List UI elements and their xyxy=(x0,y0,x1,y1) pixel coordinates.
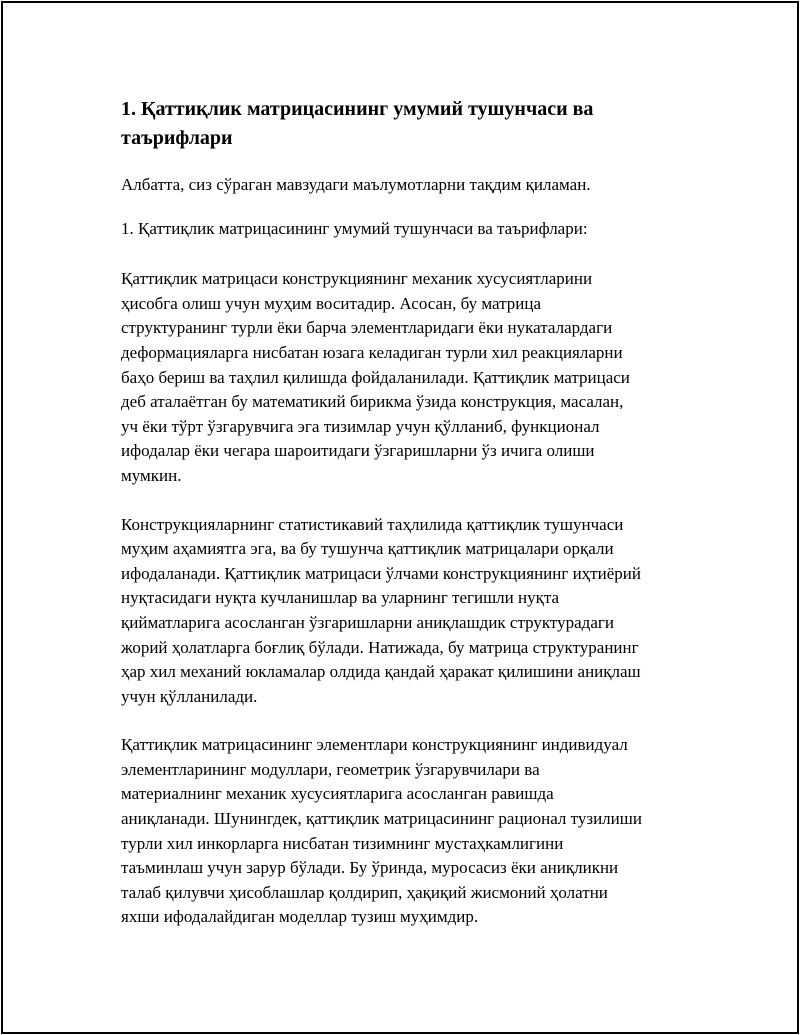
paragraph-line: қийматларига асосланган ўзгаришларни аниқлашдик структурадаги xyxy=(121,612,614,632)
paragraph-line: Албатта, сиз сўраган мавзудаги маълумотларни тақдим қиламан. xyxy=(121,175,591,194)
paragraph-line: Қаттиқлик матрицасининг элементлари конструкциянинг индивидуал xyxy=(121,735,628,755)
paragraph-line: мумкин. xyxy=(121,465,182,485)
paragraph-line: Қаттиқлик матрицаси конструкциянинг механик хусусиятларини xyxy=(121,269,593,289)
document-heading xyxy=(121,95,701,153)
heading-line: таърифлари xyxy=(121,127,233,149)
paragraph-line: 1. Қаттиқлик матрицасининг умумий тушунчаси ва таърифлари: xyxy=(121,218,588,238)
paragraph-line: яхши ифодалайдиган моделлар тузиш муҳимдир. xyxy=(121,907,479,927)
paragraph-line: аниқланади. Шунингдек, қаттиқлик матрицасининг рационал тузилиши xyxy=(121,809,642,829)
heading-line: 1. Қаттиқлик матрицасининг умумий тушунчаси ва xyxy=(121,98,594,120)
paragraph-intro xyxy=(121,173,701,198)
paragraph-line: структуранинг турли ёки барча элементларидаги ёки нукаталардаги xyxy=(121,318,613,338)
paragraph-line: нуқтасидаги нуқта кучланишлар ва уларнинг тегишли нуқта xyxy=(121,588,560,608)
paragraph-line: ифодалар ёки чегара шароитидаги ўзгаришларни ўз ичига олиши xyxy=(121,441,595,461)
paragraph-1 xyxy=(121,267,701,488)
paragraph-line: учун қўлланилади. xyxy=(121,686,258,706)
paragraph-3 xyxy=(121,733,701,930)
paragraph-line: талаб қилувчи ҳисоблашлар қолдирип, ҳақиқий жисмоний ҳолатни xyxy=(121,882,608,902)
paragraph-section-title xyxy=(121,217,701,242)
document-body xyxy=(121,95,701,954)
paragraph-line: элементларининг модуллари, геометрик ўзгарувчилари ва xyxy=(121,759,540,779)
paragraph-line: баҳо бериш ва таҳлил қилишда фойдаланилади. Қаттиқлик матрицаси xyxy=(121,367,630,387)
paragraph-line: деб аталаётган бу математикий бирикма ўзида конструкция, масалан, xyxy=(121,392,624,412)
paragraph-line: муҳим аҳамиятга эга, ва бу тушунча қаттиқлик матрицалари орқали xyxy=(121,539,614,559)
paragraph-line: деформацияларга нисбатан юзага келадиган турли хил реакцияларни xyxy=(121,342,623,362)
paragraph-line: жорий ҳолатларга боғлиқ бўлади. Натижада, бу матрица структуранинг xyxy=(121,637,639,657)
paragraph-line: Конструкцияларнинг статистикавий таҳлилида қаттиқлик тушунчаси xyxy=(121,514,624,534)
paragraph-line: турли хил инкорларга нисбатан тизимнинг мустаҳкамлигини xyxy=(121,833,564,853)
page-border xyxy=(1,1,799,1034)
paragraph-line: ҳисобга олиш учун муҳим воситадир. Асосан, бу матрица xyxy=(121,293,542,313)
paragraph-line: уч ёки тўрт ўзгарувчига эга тизимлар учун қўлланиб, функционал xyxy=(121,416,600,436)
paragraph-line: материалнинг механик хусусиятларига асосланган равишда xyxy=(121,784,554,804)
paragraph-line: ифодаланади. Қаттиқлик матрицаси ўлчами конструкциянинг иҳтиёрий xyxy=(121,563,641,583)
paragraph-line: таъминлаш учун зарур бўлади. Бу ўринда, муросасиз ёки аниқликни xyxy=(121,858,619,878)
paragraph-2 xyxy=(121,513,701,710)
paragraph-line: ҳар хил механий юкламалар олдида қандай ҳаракат қилишини аниқлаш xyxy=(121,662,641,682)
